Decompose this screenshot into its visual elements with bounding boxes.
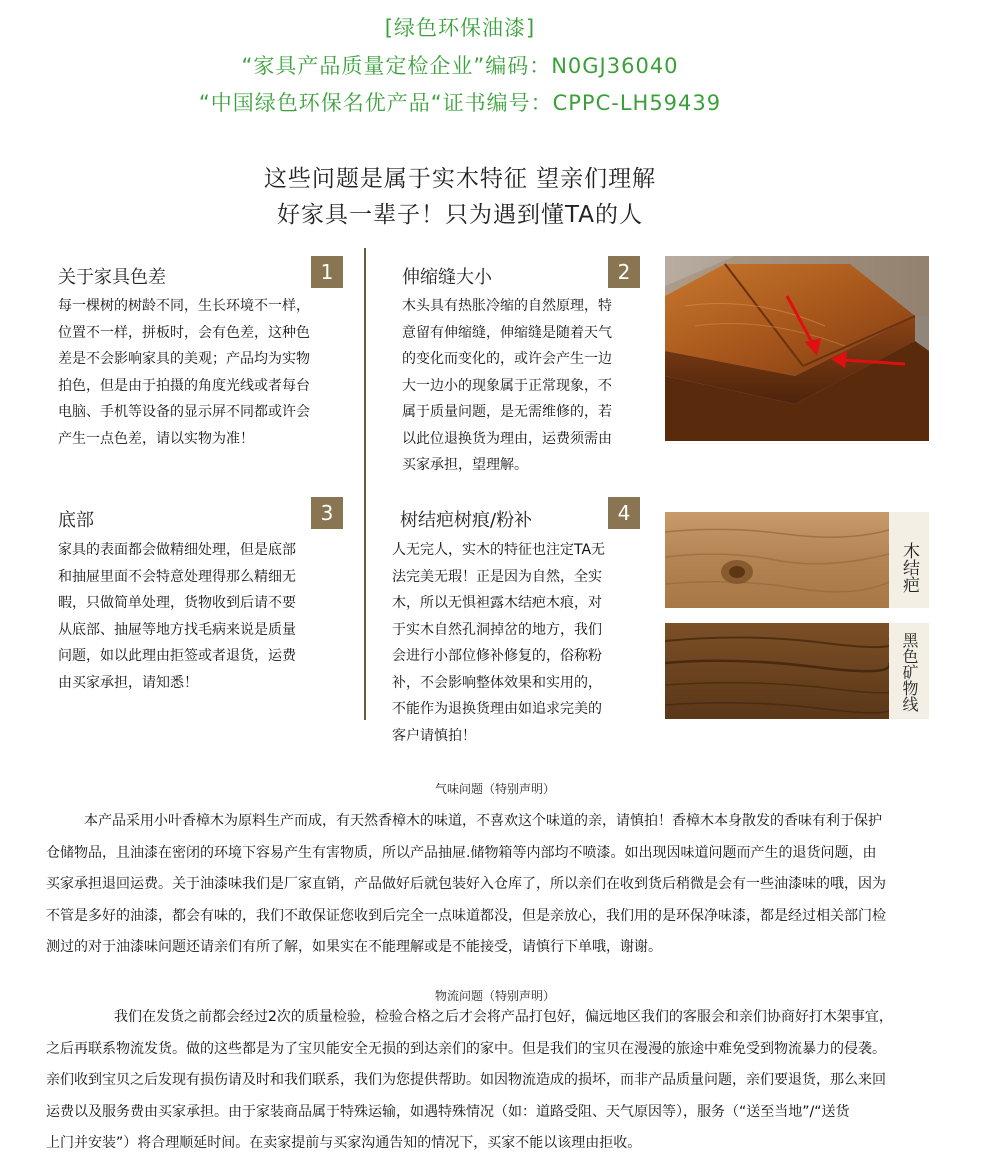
furniture-expansion-joint-photo bbox=[665, 256, 929, 441]
logistics-notice-line: 运费以及服务费由买家承担。由于家装商品属于特殊运输，如遇特殊情况（如：道路受阻、天气原因等），服务（“送至当地”/“送货 bbox=[46, 1103, 850, 1120]
wood-knot-label-text: 木结疤 bbox=[899, 541, 919, 593]
section-4-line: 会进行小部位修补修复的，俗称粉 bbox=[392, 648, 602, 664]
section-1-line: 产生一点色差，请以实物为准！ bbox=[58, 430, 254, 447]
section-3-title: 底部 bbox=[58, 510, 94, 531]
logistics-notice-line: 我们在发货之前都会经过2次的质量检验，检验合格之后才会将产品打包好，偏远地区我们的客服会和亲们协商好打木架事宜， bbox=[114, 1009, 893, 1025]
section-3-line: 问题，如以此理由拒签或者退货，运费 bbox=[58, 648, 296, 664]
smell-notice-line: 测过的对于油漆味问题还请亲们有所了解，如果实在不能理解或是不能接受，请慎行下单哦，谢谢。 bbox=[46, 939, 662, 955]
section-4-line: 木，所以无惧袒露木结疤木痕，对 bbox=[392, 595, 602, 611]
headline-line-2: 好家具一辈子！只为遇到懂TA的人 bbox=[277, 202, 643, 228]
section-2-line: 木头具有热胀冷缩的自然原理，特 bbox=[402, 298, 612, 314]
logistics-notice-title: 物流问题（特别声明） bbox=[434, 989, 555, 1003]
logistics-notice-line: 上门并安装”）将合理顺延时间。在卖家提前与买家沟通告知的情况下，买家不能以该理由拒收。 bbox=[46, 1135, 642, 1151]
section-1-line: 电脑、手机等设备的显示屏不同都或许会 bbox=[58, 404, 310, 420]
section-3-line: 和抽屉里面不会特意处理得那么精细无 bbox=[58, 568, 296, 585]
section-1-body bbox=[58, 293, 358, 452]
section-1-line: 每一棵树的树龄不同，生长环境不一样， bbox=[58, 298, 310, 314]
mineral-line-label-text: 黑色矿物线 bbox=[900, 632, 919, 712]
expansion-joint-image bbox=[665, 256, 929, 441]
header-line-2: “家具产品质量定检企业”编码：N0GJ36040 bbox=[241, 54, 679, 78]
section-3-badge: 3 bbox=[311, 497, 343, 529]
section-4-badge: 4 bbox=[608, 497, 640, 529]
section-4-line: 客户请慎拍！ bbox=[392, 727, 476, 744]
section-2-line: 属于质量问题，是无需维修的，若 bbox=[402, 404, 612, 420]
section-3-line: 从底部、抽屉等地方找毛病来说是质量 bbox=[58, 621, 296, 638]
section-1-title: 关于家具色差 bbox=[58, 267, 166, 288]
mineral-line-label bbox=[889, 628, 929, 716]
section-4-line: 补，不会影响整体效果和实用的， bbox=[392, 674, 602, 691]
section-4-body bbox=[392, 537, 654, 749]
section-2-line: 买家承担，望理解。 bbox=[402, 457, 528, 473]
smell-notice-line: 不管是多好的油漆，都会有味的，我们不敢保证您收到后完全一点味道都没，但是亲放心，我们用的是环保净味漆，都是经过相关部门检 bbox=[46, 907, 886, 924]
section-1-badge: 1 bbox=[311, 256, 343, 288]
logistics-notice-body bbox=[46, 1002, 956, 1160]
section-3-line: 由买家承担，请知悉！ bbox=[58, 674, 198, 691]
section-2-line: 的变化而变化的，或许会产生一边 bbox=[402, 351, 612, 367]
section-2-badge: 2 bbox=[608, 256, 640, 288]
column-divider bbox=[364, 248, 366, 720]
logistics-notice-line: 之后再联系物流发货。做的这些都是为了宝贝能安全无损的到达亲们的家中。但是我们的宝贝在漫漫的旅途中难免受到物流暴力的侵袭。 bbox=[46, 1040, 886, 1057]
wood-knot-label bbox=[889, 537, 929, 597]
section-3-body bbox=[58, 537, 358, 696]
section-2-line: 意留有伸缩缝，伸缩缝是随着天气 bbox=[402, 324, 612, 341]
smell-notice-line: 买家承担退回运费。关于油漆味我们是厂家直销，产品做好后就包装好入仓库了，所以亲们在收到货后稍微是会有一些油漆味的哦，因为 bbox=[46, 876, 886, 892]
section-4-line: 不能作为退换货理由如追求完美的 bbox=[392, 701, 602, 717]
section-2-body bbox=[402, 293, 652, 479]
section-4-line: 法完美无瑕！正是因为自然，全实 bbox=[392, 568, 602, 585]
section-3-line: 家具的表面都会做精细处理，但是底部 bbox=[58, 542, 296, 558]
smell-notice-line: 仓储物品，且油漆在密闭的环境下容易产生有害物质，所以产品抽屉.储物箱等内部均不喷漆。如出现因味道问题而产生的退货问题，由 bbox=[46, 844, 877, 861]
section-2-line: 大一边小的现象属于正常现象，不 bbox=[402, 377, 612, 394]
section-1-line: 拍色，但是由于拍摄的角度光线或者每台 bbox=[58, 377, 310, 394]
logistics-notice-line: 亲们收到宝贝之后发现有损伤请及时和我们联系，我们为您提供帮助。如因物流造成的损坏，而非产品质量问题，亲们要退货，那么来回 bbox=[46, 1072, 886, 1088]
section-3-line: 暇，只做简单处理，货物收到后请不要 bbox=[58, 595, 296, 611]
smell-notice-line: 本产品采用小叶香樟木为原料生产而成，有天然香樟木的味道，不喜欢这个味道的亲，请慎拍！香樟木本身散发的香味有利于保护 bbox=[84, 813, 882, 829]
header-line-1: [绿色环保油漆] bbox=[384, 16, 536, 40]
smell-notice-body bbox=[46, 806, 956, 964]
section-1-line: 位置不一样，拼板时，会有色差，这种色 bbox=[58, 324, 310, 341]
smell-notice-title: 气味问题（特别声明） bbox=[434, 782, 555, 796]
section-1-line: 差是不会影响家具的美观；产品均为实物 bbox=[58, 351, 310, 367]
section-2-line: 以此位退换货为理由，运费须需由 bbox=[402, 430, 612, 447]
section-4-line: 人无完人，实木的特征也注定TA无 bbox=[392, 542, 606, 558]
section-4-line: 于实木自然孔洞掉岔的地方，我们 bbox=[392, 621, 602, 638]
section-2-title: 伸缩缝大小 bbox=[402, 267, 492, 288]
header-line-3: “中国绿色环保名优产品“证书编号：CPPC-LH59439 bbox=[198, 91, 722, 115]
headline-line-1: 这些问题是属于实木特征 望亲们理解 bbox=[263, 166, 657, 192]
section-4-title: 树结疤树痕/粉补 bbox=[400, 510, 533, 531]
